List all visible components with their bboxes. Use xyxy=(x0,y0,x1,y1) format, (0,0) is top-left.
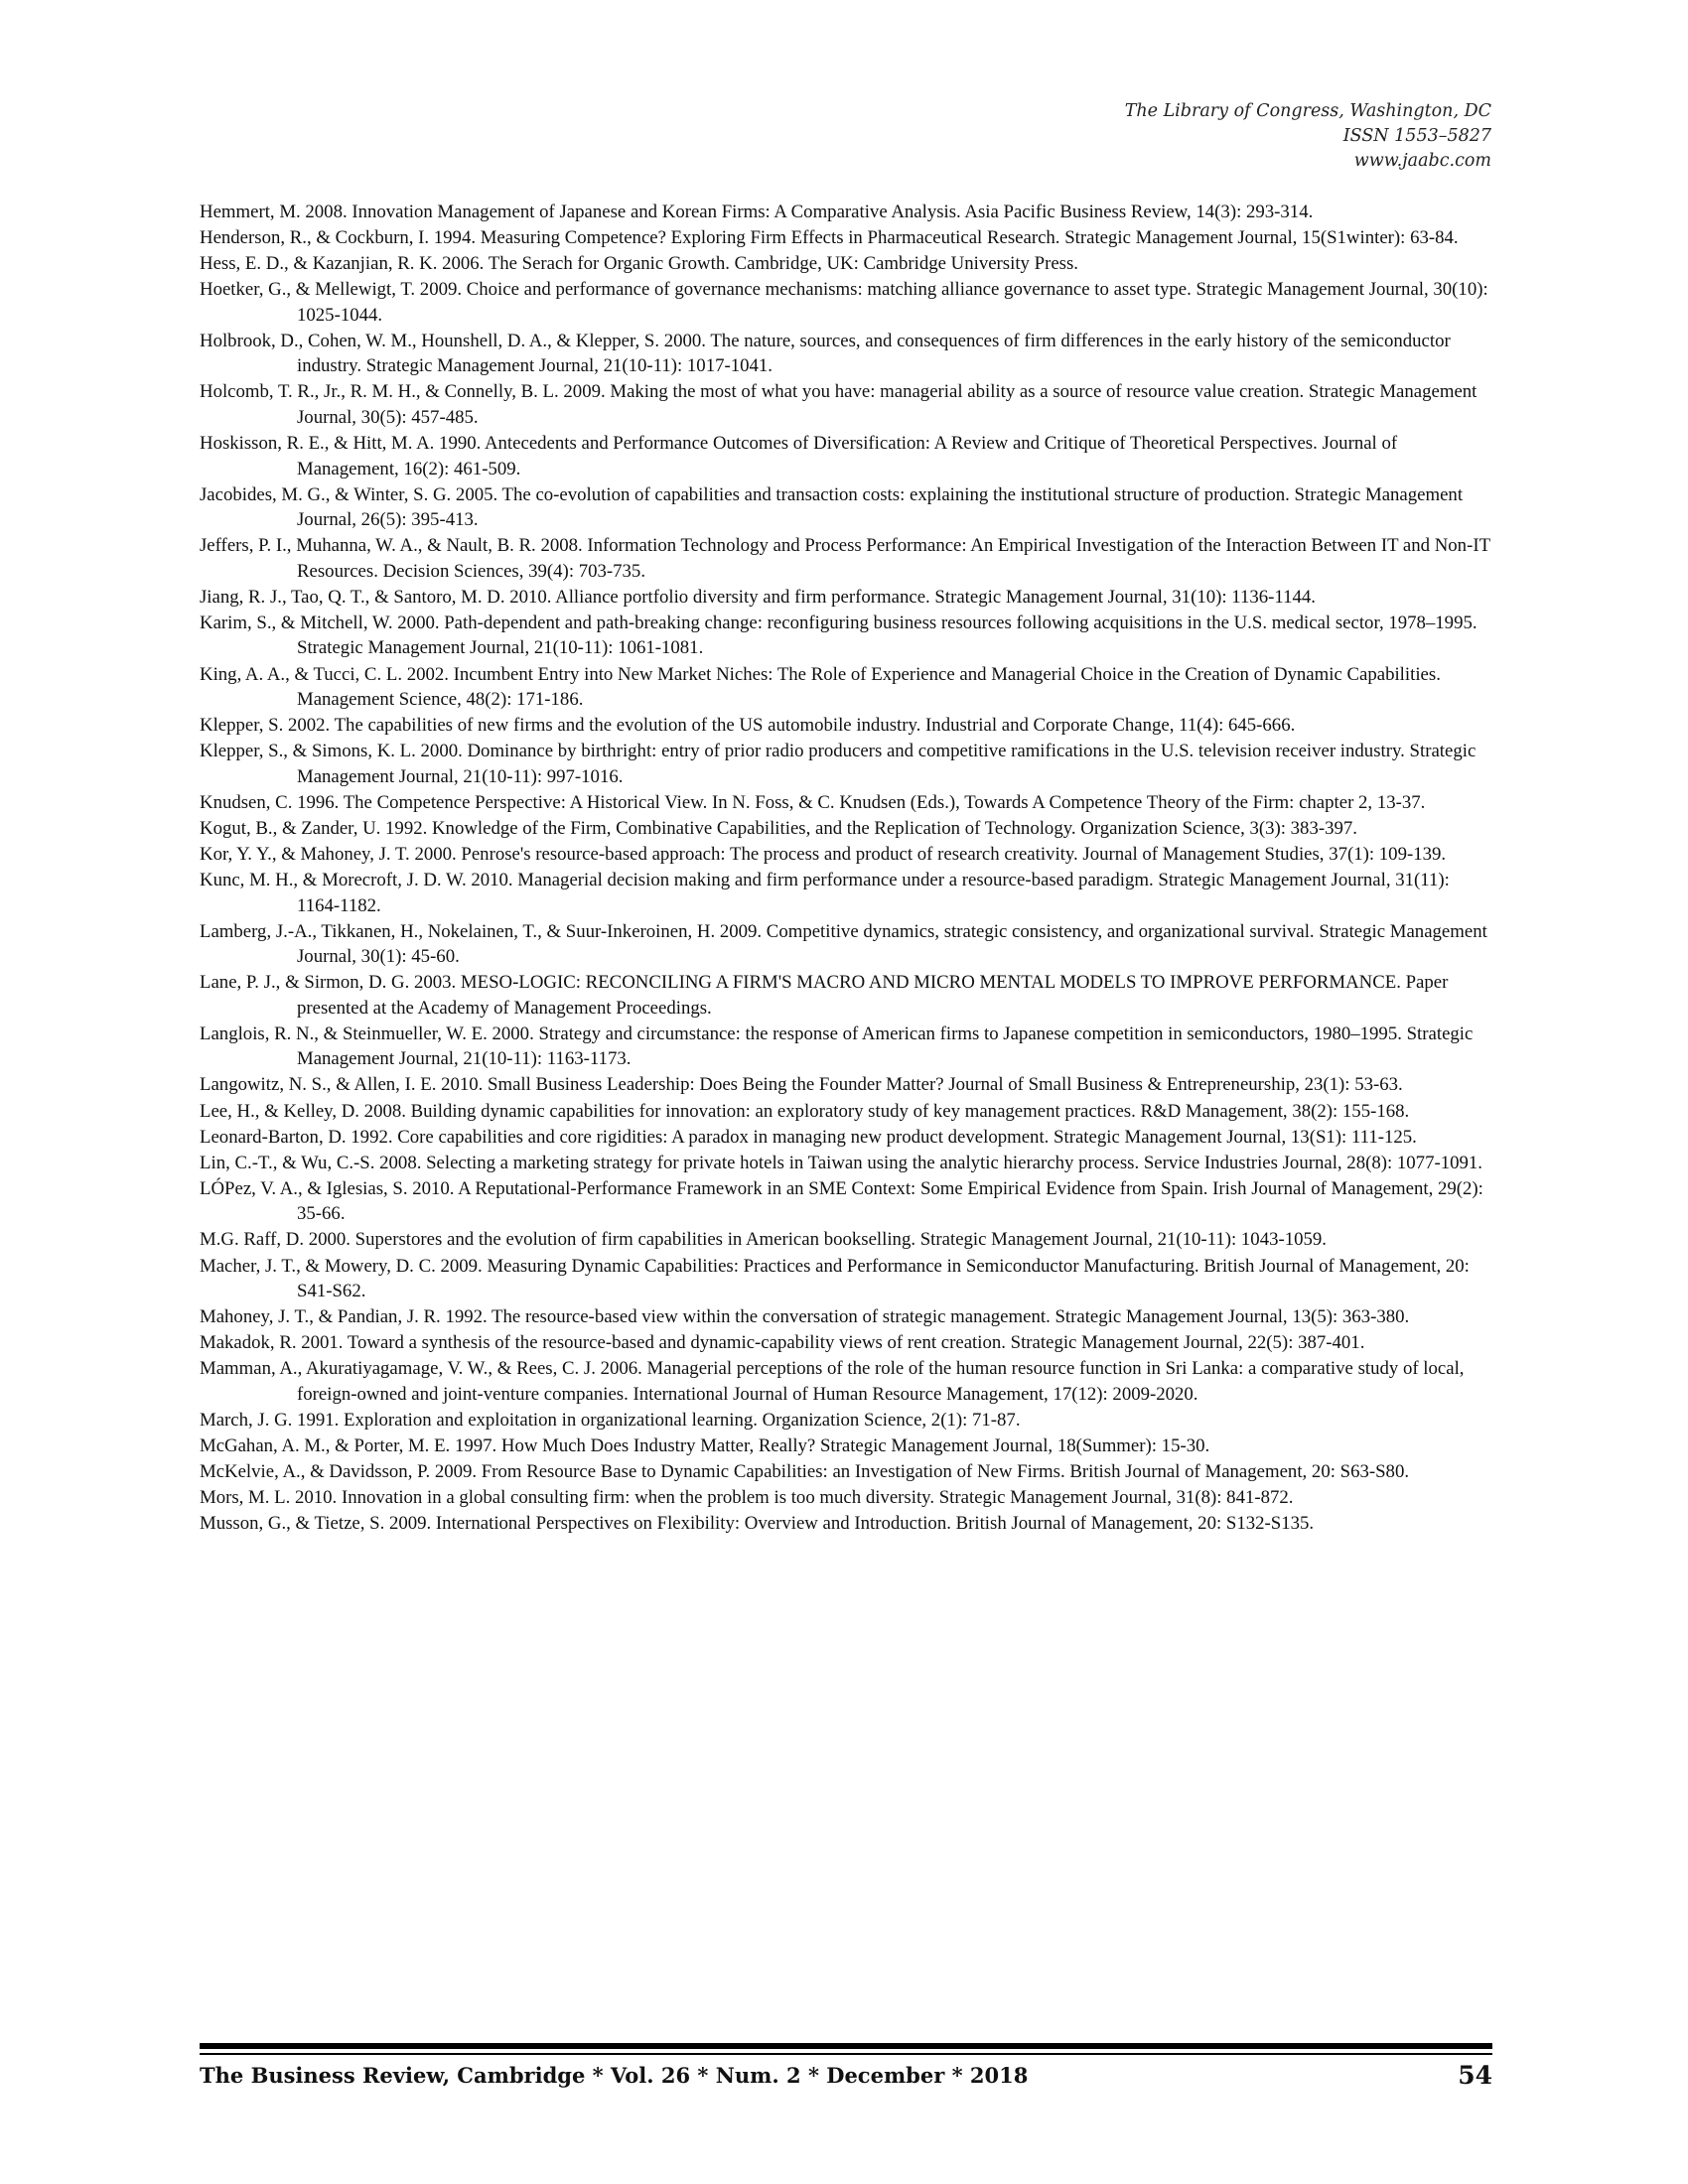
reference-list xyxy=(200,200,1492,1537)
reference-entry: Holcomb, T. R., Jr., R. M. H., & Connelly, B. L. 2009. Making the most of what you have: managerial ability as a source of resource value creation. Strategic Management Journal, 30(5): 457-485. xyxy=(200,381,1477,428)
reference-entry: Langlois, R. N., & Steinmueller, W. E. 2000. Strategy and circumstance: the response of American firms to Japanese competition in semiconductors, 1980–1995. Strategic Management Journal, 21(10-11): 1163-1173. xyxy=(200,1023,1474,1070)
reference-entry: Henderson, R., & Cockburn, I. 1994. Measuring Competence? Exploring Firm Effects in Pharmaceutical Research. Strategic Management Journal, 15(S1winter): 63-84. xyxy=(200,227,1459,249)
reference-entry: Macher, J. T., & Mowery, D. C. 2009. Measuring Dynamic Capabilities: Practices and Performance in Semiconductor Manufacturing. British Journal of Management, 20: S41-S62. xyxy=(200,1255,1470,1302)
reference-entry: Langowitz, N. S., & Allen, I. E. 2010. Small Business Leadership: Does Being the Founder Matter? Journal of Small Business & Entrepreneurship, 23(1): 53-63. xyxy=(200,1074,1403,1096)
header-issn: ISSN 1553–5827 xyxy=(1342,126,1491,146)
reference-entry: Jeffers, P. I., Muhanna, W. A., & Nault, B. R. 2008. Information Technology and Process Performance: An Empirical Investigation of the Interaction Between IT and Non-IT Resources. Decision Sciences, 39(4): 703-735. xyxy=(200,535,1490,582)
reference-entry: Lamberg, J.-A., Tikkanen, H., Nokelainen, T., & Suur-Inkeroinen, H. 2009. Competitive dynamics, strategic consistency, and organizational survival. Strategic Management Journal, 30(1): 45-60. xyxy=(200,920,1487,968)
reference-entry: Kunc, M. H., & Morecroft, J. D. W. 2010. Managerial decision making and firm performance under a resource-based paradigm. Strategic Management Journal, 31(11): 1164-1182. xyxy=(200,870,1450,916)
reference-entry: LÓPez, V. A., & Iglesias, S. 2010. A Reputational-Performance Framework in an SME Context: Some Empirical Evidence from Spain. Irish Journal of Management, 29(2): 35-66. xyxy=(200,1177,1483,1225)
reference-entry: Hess, E. D., & Kazanjian, R. K. 2006. The Serach for Organic Growth. Cambridge, UK: Cambridge University Press. xyxy=(200,253,1078,275)
reference-entry: Lee, H., & Kelley, D. 2008. Building dynamic capabilities for innovation: an exploratory study of key management practices. R&D Management, 38(2): 155-168. xyxy=(200,1100,1410,1122)
reference-entry: Jacobides, M. G., & Winter, S. G. 2005. The co-evolution of capabilities and transaction costs: explaining the institutional structure of production. Strategic Management Journal, 26(5): 395-413. xyxy=(200,483,1464,531)
reference-entry: Leonard-Barton, D. 1992. Core capabilities and core rigidities: A paradox in managing new product development. Strategic Management Journal, 13(S1): 111-125. xyxy=(200,1126,1417,1148)
reference-entry: Hoetker, G., & Mellewigt, T. 2009. Choice and performance of governance mechanisms: matching alliance governance to asset type. Strategic Management Journal, 30(10): 1025-1044. xyxy=(200,279,1488,326)
reference-entry: Hoskisson, R. E., & Hitt, M. A. 1990. Antecedents and Performance Outcomes of Diversification: A Review and Critique of Theoretical Perspectives. Journal of Management, 16(2): 461-509. xyxy=(200,433,1398,479)
reference-entry: Mors, M. L. 2010. Innovation in a global consulting firm: when the problem is too much diversity. Strategic Management Journal, 31(8): 841-872. xyxy=(200,1487,1294,1509)
reference-entry: Jiang, R. J., Tao, Q. T., & Santoro, M. D. 2010. Alliance portfolio diversity and firm performance. Strategic Management Journal, 31(10): 1136-1144. xyxy=(200,586,1316,608)
header-website: www.jaabc.com xyxy=(1353,151,1491,171)
reference-entry: McKelvie, A., & Davidsson, P. 2009. From Resource Base to Dynamic Capabilities: an Investigation of New Firms. British Journal of Management, 20: S63-S80. xyxy=(200,1461,1410,1483)
reference-entry: Lane, P. J., & Sirmon, D. G. 2003. MESO-LOGIC: RECONCILING A FIRM'S MACRO AND MICRO MENTAL MODELS TO IMPROVE PERFORMANCE. Paper presented at the Academy of Management Proceedings. xyxy=(200,972,1449,1019)
reference-entry: Karim, S., & Mitchell, W. 2000. Path-dependent and path-breaking change: reconfiguring business resources following acquisitions in the U.S. medical sector, 1978–1995. Strategic Management Journal, 21(10-11): 1061-1081. xyxy=(200,612,1477,659)
footer-rule-thin xyxy=(200,2053,1492,2055)
reference-entry: Musson, G., & Tietze, S. 2009. International Perspectives on Flexibility: Overview and Introduction. British Journal of Management, 20: S132-S135. xyxy=(200,1513,1315,1535)
reference-entry: Lin, C.-T., & Wu, C.-S. 2008. Selecting a marketing strategy for private hotels in Taiwan using the analytic hierarchy process. Service Industries Journal, 28(8): 1077-1091. xyxy=(200,1152,1482,1173)
reference-entry: Kogut, B., & Zander, U. 1992. Knowledge of the Firm, Combinative Capabilities, and the Replication of Technology. Organization Science, 3(3): 383-397. xyxy=(200,817,1357,839)
page-number: 54 xyxy=(1458,2061,1492,2090)
reference-entry: Mahoney, J. T., & Pandian, J. R. 1992. The resource-based view within the conversation of strategic management. Strategic Management Journal, 13(5): 363-380. xyxy=(200,1306,1410,1328)
footer-rule-thick xyxy=(200,2043,1492,2049)
reference-entry: Hemmert, M. 2008. Innovation Management of Japanese and Korean Firms: A Comparative Analysis. Asia Pacific Business Review, 14(3): 293-314. xyxy=(200,202,1314,222)
running-header xyxy=(896,99,1491,174)
reference-entry: March, J. G. 1991. Exploration and exploitation in organizational learning. Organization Science, 2(1): 71-87. xyxy=(200,1409,1021,1431)
reference-entry: Kor, Y. Y., & Mahoney, J. T. 2000. Penrose's resource-based approach: The process and product of research creativity. Journal of Management Studies, 37(1): 109-139. xyxy=(200,844,1447,865)
reference-entry: M.G. Raff, D. 2000. Superstores and the evolution of firm capabilities in American bookselling. Strategic Management Journal, 21(10-11): 1043-1059. xyxy=(200,1229,1327,1251)
reference-entry: King, A. A., & Tucci, C. L. 2002. Incumbent Entry into New Market Niches: The Role of Experience and Managerial Choice in the Creation of Dynamic Capabilities. Management Science, 48(2): 171-186. xyxy=(200,663,1441,711)
reference-entry: Makadok, R. 2001. Toward a synthesis of the resource-based and dynamic-capability views of rent creation. Strategic Management Journal, 22(5): 387-401. xyxy=(200,1332,1365,1354)
reference-entry: Knudsen, C. 1996. The Competence Perspective: A Historical View. In N. Foss, & C. Knudsen (Eds.), Towards A Competence Theory of the Firm: chapter 2, 13-37. xyxy=(200,791,1426,813)
header-publisher: The Library of Congress, Washington, DC xyxy=(1124,101,1491,121)
reference-entry: Klepper, S., & Simons, K. L. 2000. Dominance by birthright: entry of prior radio producers and competitive ramifications in the U.S. television receiver industry. Strategic Management Journal, 21(10-11): 997-1016. xyxy=(200,741,1477,787)
reference-entry: Klepper, S. 2002. The capabilities of new firms and the evolution of the US automobile industry. Industrial and Corporate Change, 11(4): 645-666. xyxy=(200,715,1296,737)
reference-entry: McGahan, A. M., & Porter, M. E. 1997. How Much Does Industry Matter, Really? Strategic Management Journal, 18(Summer): 15-30. xyxy=(200,1435,1210,1456)
footer-journal-line: The Business Review, Cambridge * Vol. 26 * Num. 2 * December * 2018 xyxy=(200,2063,1029,2088)
reference-entry: Holbrook, D., Cohen, W. M., Hounshell, D. A., & Klepper, S. 2000. The nature, sources, and consequences of firm differences in the early history of the semiconductor industry. Strategic Management Journal, 21(10-11): 1017-1041. xyxy=(200,330,1451,377)
reference-entry: Mamman, A., Akuratiyagamage, V. W., & Rees, C. J. 2006. Managerial perceptions of the role of the human resource function in Sri Lanka: a comparative study of local, foreign-owned and joint-venture companies. International Journal of Human Resource Management, 17(12): 2009-2020. xyxy=(200,1358,1465,1405)
